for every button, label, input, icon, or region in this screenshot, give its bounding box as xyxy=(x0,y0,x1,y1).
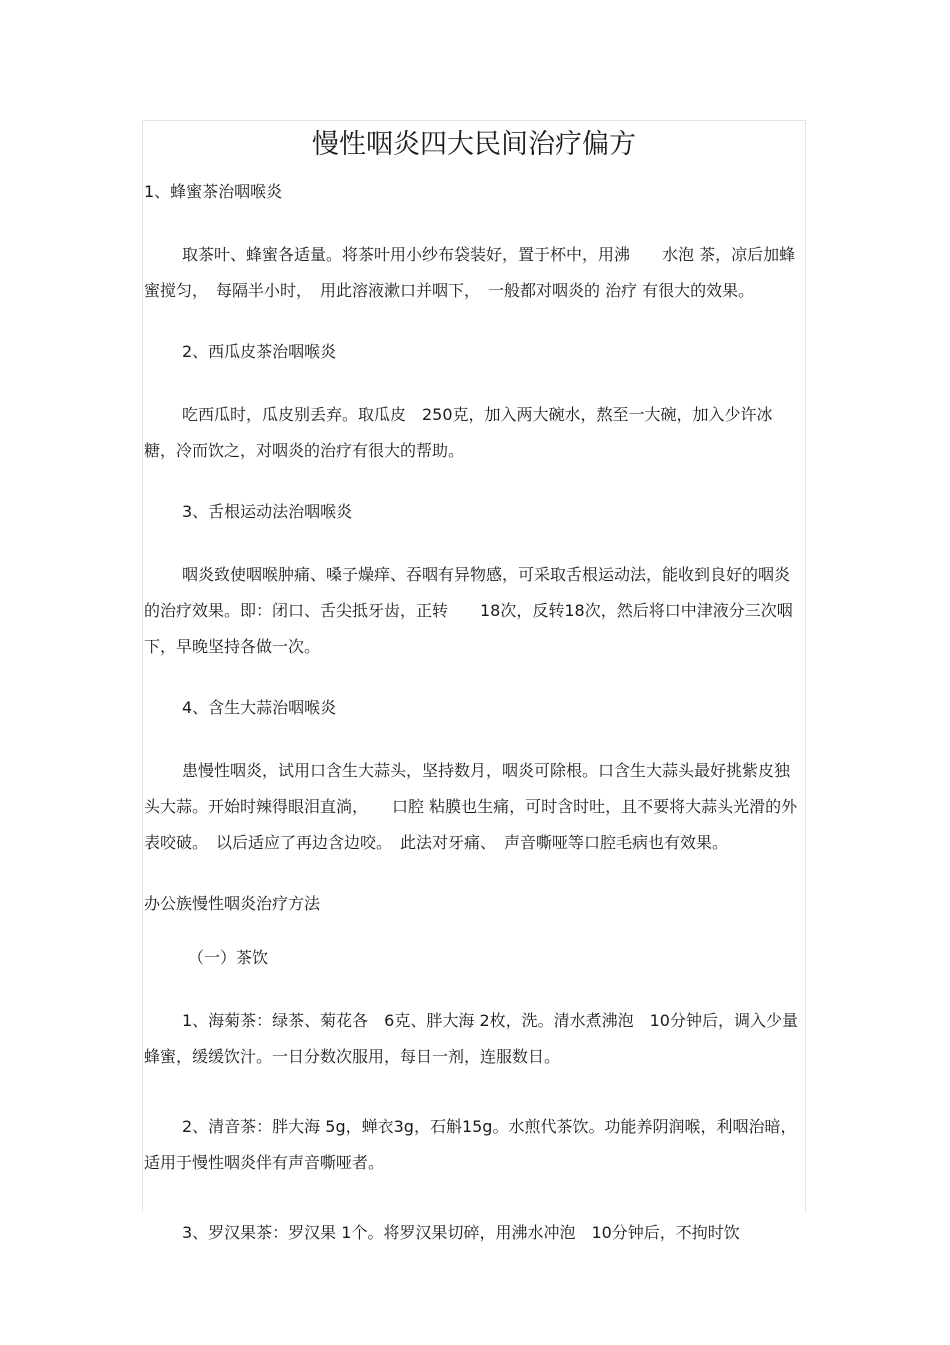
section-heading-1: 1、蜂蜜茶治咽喉炎 xyxy=(144,182,283,201)
document-body xyxy=(144,120,804,1251)
office-item-1: 1、海菊茶：绿茶、菊花各 6克、胖大海 2枚，洗。清水煮沸泡 10分钟后，调入少量蜂蜜，缓缓饮汁。一日分数次服用，每日一剂，连服数日。 xyxy=(144,1011,798,1066)
office-item-3: 3、罗汉果茶：罗汉果 1个。将罗汉果切碎，用沸水冲泡 10分钟后，不拘时饮 xyxy=(182,1223,740,1242)
section-heading-2: 2、西瓜皮茶治咽喉炎 xyxy=(182,342,337,361)
office-heading: 办公族慢性咽炎治疗方法 xyxy=(144,894,321,913)
section-body-2: 吃西瓜时，瓜皮别丢弃。取瓜皮 250克，加入两大碗水，熬至一大碗，加入少许冰糖，冷而饮之，对咽炎的治疗有很大的帮助。 xyxy=(144,405,773,460)
office-item-2: 2、清音茶：胖大海 5g，蝉衣3g，石斛15g。水煎代茶饮。功能养阴润喉，利咽治暗，适用于慢性咽炎伴有声音嘶哑者。 xyxy=(144,1117,797,1172)
section-heading-4: 4、含生大蒜治咽喉炎 xyxy=(182,698,337,717)
office-subheading: （一）茶饮 xyxy=(188,948,269,967)
section-body-4: 患慢性咽炎，试用口含生大蒜头，坚持数月，咽炎可除根。口含生大蒜头最好挑紫皮独头大蒜。开始时辣得眼泪直淌， 口腔 粘膜也生痛，可时含时吐，且不要将大蒜头光滑的外表咬破。 以后适应了再边含边咬。 此法对牙痛、 声音嘶哑等口腔毛病也有效果。 xyxy=(144,761,798,852)
section-heading-3: 3、舌根运动法治咽喉炎 xyxy=(182,502,353,521)
section-body-3: 咽炎致使咽喉肿痛、嗓子燥痒、吞咽有异物感，可采取舌根运动法，能收到良好的咽炎的治疗效果。即：闭口、舌尖抵牙齿，正转 18次，反转18次，然后将口中津液分三次咽下，早晚坚持各做一次。 xyxy=(144,565,793,656)
section-body-1: 取茶叶、蜂蜜各适量。将茶叶用小纱布袋装好，置于杯中，用沸 水泡 茶，凉后加蜂蜜搅匀， 每隔半小时， 用此溶液漱口并咽下， 一般都对咽炎的 治疗 有很大的效果。 xyxy=(144,245,796,300)
document-title: 慢性咽炎四大民间治疗偏方 xyxy=(312,129,636,160)
